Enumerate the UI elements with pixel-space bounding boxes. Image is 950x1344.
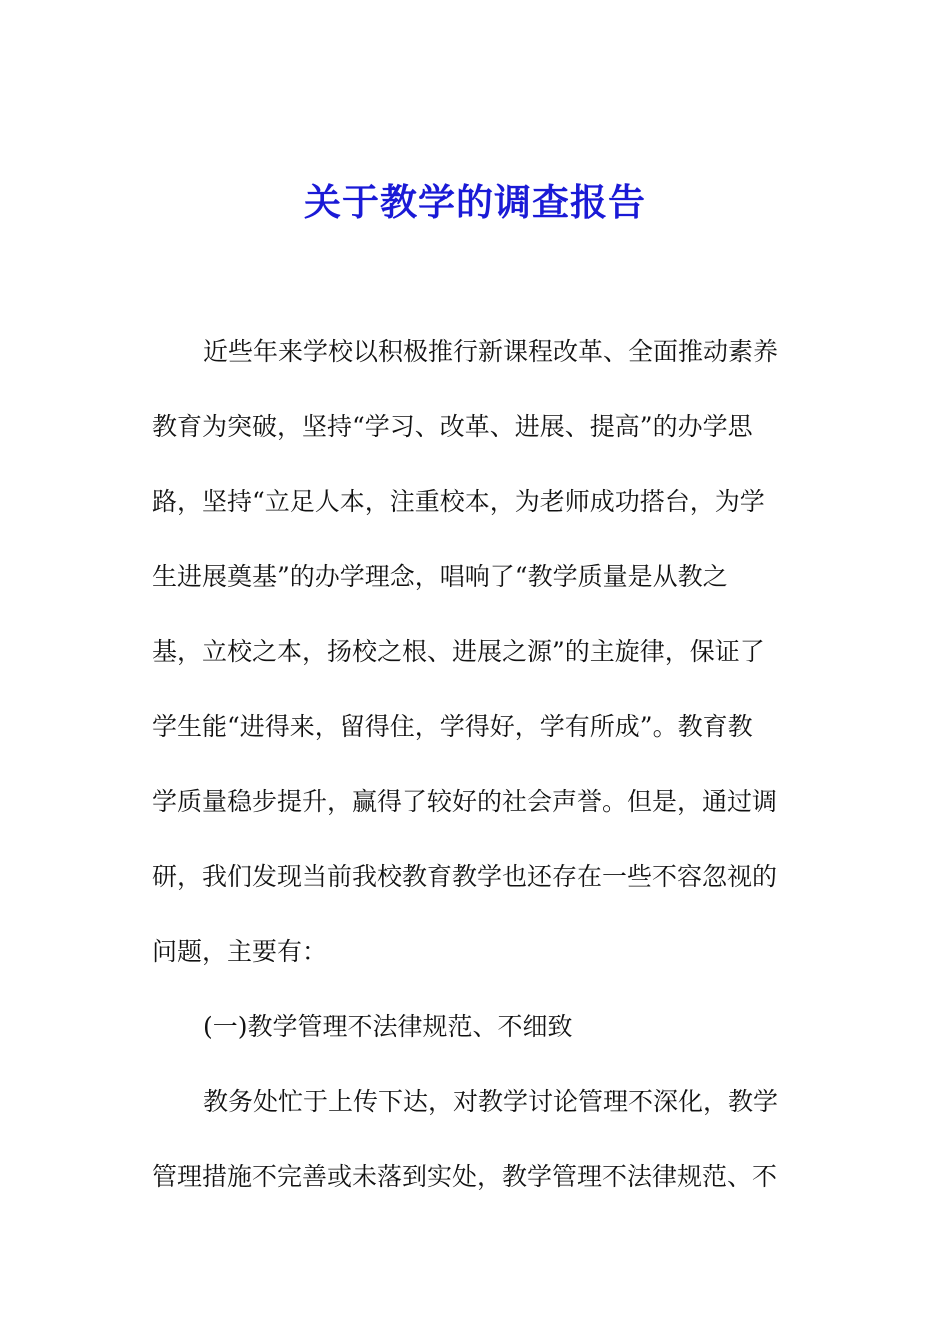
paragraph-line: 研，我们发现当前我校教育教学也还存在一些不容忽视的 (152, 862, 778, 891)
paragraph-line: 教育为突破，坚持“学习、改革、进展、提高”的办学思 (152, 412, 753, 441)
paragraph-line: 近些年来学校以积极推行新课程改革、全面推动素养 (203, 337, 779, 366)
paragraph-line: 学生能“进得来，留得住，学得好，学有所成”。教育教 (152, 712, 753, 741)
paragraph-line: 学质量稳步提升，赢得了较好的社会声誉。但是，通过调 (152, 787, 778, 816)
paragraph-line: 生进展奠基”的办学理念，唱响了“教学质量是从教之 (152, 562, 728, 591)
paragraph-line: 基，立校之本，扬校之根、进展之源”的主旋律，保证了 (152, 637, 765, 666)
paragraph-line: 管理措施不完善或未落到实处，教学管理不法律规范、不 (152, 1162, 778, 1191)
section-heading: (一)教学管理不法律规范、不细致 (203, 1012, 573, 1041)
paragraph-line: 教务处忙于上传下达，对教学讨论管理不深化，教学 (203, 1087, 779, 1116)
paragraph-line: 路，坚持“立足人本，注重校本，为老师成功搭台，为学 (152, 487, 765, 516)
document-title: 关于教学的调查报告 (304, 180, 646, 224)
paragraph-line: 问题，主要有： (152, 937, 328, 966)
